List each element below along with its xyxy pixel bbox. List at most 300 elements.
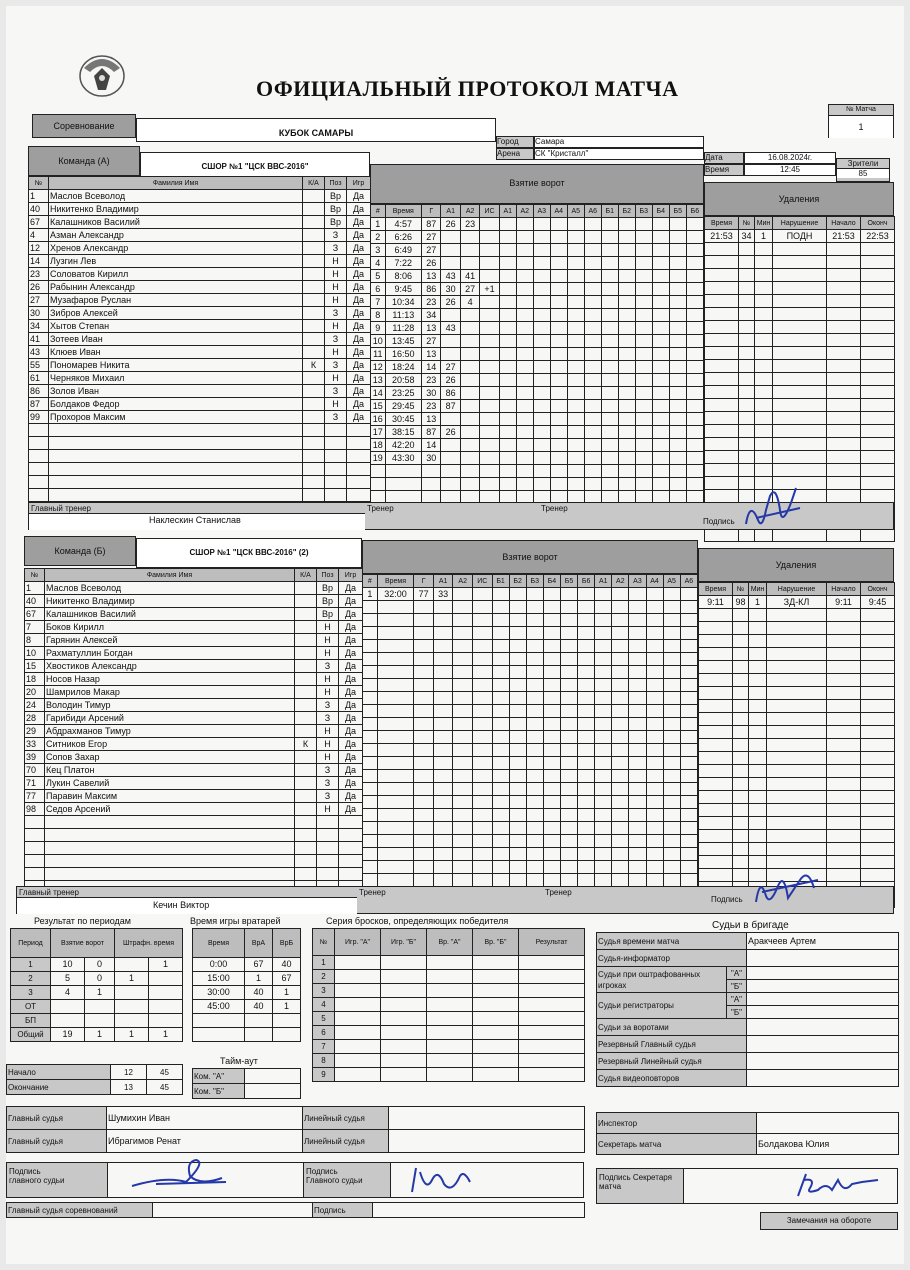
empty-cell: [595, 809, 612, 822]
onice-cell: [669, 400, 686, 413]
team-b-penalties: [698, 582, 895, 908]
player-number: 39: [25, 751, 45, 764]
onice-cell: [669, 387, 686, 400]
empty-cell: [371, 478, 386, 491]
onice-cell: [618, 218, 635, 231]
empty-cell: [29, 437, 49, 450]
player-name: Рабынин Александр: [49, 281, 303, 294]
empty-cell: [699, 830, 733, 843]
goal-row: [363, 770, 698, 783]
brigade-name: [747, 1036, 899, 1053]
roster-row: [25, 725, 363, 738]
empty-cell: [519, 998, 585, 1012]
onice-cell: [533, 361, 550, 374]
goal-g: 13: [422, 348, 441, 361]
empty-cell: [861, 869, 895, 882]
empty-cell: [363, 848, 378, 861]
player-name: Ситников Егор: [45, 738, 295, 751]
start-h: 12: [111, 1065, 147, 1080]
player-number: 10: [25, 647, 45, 660]
empty-cell: [612, 861, 629, 874]
goal-col-header: А6: [680, 575, 697, 588]
sign-sec-label-box: [597, 1169, 684, 1203]
onice-cell: [618, 348, 635, 361]
empty-cell: [414, 666, 434, 679]
empty-cell: [347, 476, 371, 489]
period-row: [11, 986, 183, 1000]
onice-cell: [686, 452, 703, 465]
player-play: Да: [347, 281, 371, 294]
player-name: Прохоров Максим: [49, 411, 303, 424]
empty-cell: [560, 861, 577, 874]
empty-cell: [509, 744, 526, 757]
empty-cell: [595, 692, 612, 705]
player-pos: З: [325, 242, 347, 255]
onice-cell: [669, 361, 686, 374]
penalty-row: [699, 635, 895, 648]
empty-cell: [472, 718, 492, 731]
empty-cell: [347, 489, 371, 502]
line-ref-label: Линейный судья: [303, 1107, 389, 1130]
empty-cell: [363, 640, 378, 653]
onice-cell: [618, 335, 635, 348]
empty-cell: [827, 490, 861, 503]
empty-cell: [509, 861, 526, 874]
empty-cell: [433, 692, 453, 705]
onice-cell: [550, 439, 567, 452]
roster-row: [29, 255, 371, 268]
empty-cell: [377, 666, 414, 679]
player-ka: К: [303, 359, 325, 372]
goal-t: 6:26: [385, 231, 421, 244]
empty-cell: [827, 687, 861, 700]
roster-header: [29, 177, 371, 190]
player-name: Соловатов Кирилл: [49, 268, 303, 281]
chief-sign-value: [373, 1203, 585, 1218]
arena-label: Арена: [497, 149, 521, 158]
onice-cell: [686, 283, 703, 296]
goal-is: +1: [480, 283, 499, 296]
player-number: 24: [25, 699, 45, 712]
empty-cell: [699, 609, 733, 622]
empty-cell: [618, 478, 635, 491]
goal-is: [480, 439, 499, 452]
empty-cell: [381, 984, 427, 998]
player-pos: Н: [317, 751, 339, 764]
empty-cell: [526, 653, 543, 666]
player-play: Да: [339, 686, 363, 699]
player-ka: [295, 803, 317, 816]
player-play: Да: [339, 725, 363, 738]
empty-cell: [492, 796, 509, 809]
period-name: 2: [11, 972, 51, 986]
player-play: Да: [339, 582, 363, 595]
empty-cell: [550, 478, 567, 491]
pen-end: 9:45: [861, 596, 895, 609]
onice-cell: [584, 322, 601, 335]
team-a-goals-header: [370, 164, 704, 204]
empty-cell: [861, 700, 895, 713]
empty-cell: [543, 731, 560, 744]
spectators-box: [836, 158, 890, 182]
empty-cell: [861, 687, 895, 700]
empty-cell: [578, 835, 595, 848]
goal-col-header: А1: [595, 575, 612, 588]
goal-col-header: А4: [646, 575, 663, 588]
empty-cell: [773, 412, 827, 425]
empty-cell: [733, 830, 749, 843]
brigade-name: [747, 950, 899, 967]
goal-a1: [441, 439, 460, 452]
goal-g: 13: [422, 322, 441, 335]
empty-cell: [427, 998, 473, 1012]
player-pos: Н: [325, 320, 347, 333]
empty-cell: [492, 822, 509, 835]
empty-cell: [473, 1012, 519, 1026]
onice-cell: [533, 348, 550, 361]
trainer2-label: Тренер: [541, 504, 568, 513]
empty-cell: [749, 765, 767, 778]
empty-cell: [827, 282, 861, 295]
onice-cell: [584, 348, 601, 361]
empty-cell: [861, 856, 895, 869]
empty-cell: [492, 666, 509, 679]
empty-cell: [578, 770, 595, 783]
empty-cell: [377, 874, 414, 887]
onice-cell: [601, 361, 618, 374]
onice-cell: [533, 452, 550, 465]
empty-cell: [473, 1026, 519, 1040]
empty-cell: [680, 653, 697, 666]
onice-cell: [652, 400, 669, 413]
empty-cell: [749, 739, 767, 752]
onice-cell: [601, 270, 618, 283]
empty-cell: [663, 666, 680, 679]
empty-cell: [595, 653, 612, 666]
brigade-row: [597, 1070, 899, 1087]
empty-cell: [595, 874, 612, 887]
empty-cell: [578, 627, 595, 640]
empty-cell: [414, 770, 434, 783]
empty-cell: [827, 412, 861, 425]
empty-cell: [733, 778, 749, 791]
period-row: [11, 1000, 183, 1014]
empty-cell: [699, 674, 733, 687]
player-play: Да: [339, 595, 363, 608]
player-number: 33: [25, 738, 45, 751]
gk-b: 1: [273, 986, 301, 1000]
player-pos: Н: [317, 738, 339, 751]
empty-cell: [733, 843, 749, 856]
empty-cell: [45, 842, 295, 855]
empty-cell: [629, 744, 646, 757]
roster-row: [25, 829, 363, 842]
empty-cell: [25, 868, 45, 881]
empty-cell: [492, 692, 509, 705]
empty-cell: [433, 627, 453, 640]
empty-cell: [861, 282, 895, 295]
empty-cell: [663, 744, 680, 757]
onice-cell: [618, 413, 635, 426]
gk-row: [193, 1000, 301, 1014]
onice-cell: [669, 296, 686, 309]
player-number: 77: [25, 790, 45, 803]
timeout-a-value: [245, 1069, 301, 1084]
onice-cell: [499, 322, 516, 335]
empty-cell: [601, 478, 618, 491]
player-ka: [303, 398, 325, 411]
empty-cell: [705, 256, 739, 269]
goal-row: [363, 666, 698, 679]
onice-cell: [652, 270, 669, 283]
onice-cell: [550, 335, 567, 348]
player-pos: Н: [317, 673, 339, 686]
onice-cell: [652, 348, 669, 361]
onice-cell: [550, 361, 567, 374]
empty-cell: [381, 1054, 427, 1068]
empty-cell: [733, 765, 749, 778]
onice-cell: [669, 426, 686, 439]
empty-cell: [578, 757, 595, 770]
goal-col-header: А2: [516, 205, 533, 218]
goal-row: [363, 731, 698, 744]
onice-cell: [567, 413, 584, 426]
empty-cell: [49, 424, 303, 437]
empty-cell: [646, 848, 663, 861]
brigade-role: Судья времени матча: [597, 933, 747, 950]
empty-cell: [646, 627, 663, 640]
empty-cell: [680, 809, 697, 822]
empty-cell: [663, 874, 680, 887]
empty-cell: [377, 744, 414, 757]
onice-cell: [635, 348, 652, 361]
onice-cell: [516, 218, 533, 231]
empty-cell: [578, 783, 595, 796]
empty-cell: [363, 601, 378, 614]
onice-cell: [550, 296, 567, 309]
player-ka: [295, 790, 317, 803]
empty-cell: [472, 835, 492, 848]
match-no-value: 1: [829, 116, 893, 138]
player-ka: [295, 582, 317, 595]
onice-cell: [550, 322, 567, 335]
onice-cell: [533, 322, 550, 335]
period-goals-a: 5: [51, 972, 85, 986]
brigade-name: [747, 993, 899, 1006]
goal-t: 13:45: [385, 335, 421, 348]
roster-row: [25, 751, 363, 764]
empty-cell: [414, 848, 434, 861]
player-number: 12: [29, 242, 49, 255]
onice-cell: [584, 296, 601, 309]
end-h: 13: [111, 1080, 147, 1095]
onice-cell: [516, 361, 533, 374]
empty-cell: [453, 627, 473, 640]
onice-cell: [499, 452, 516, 465]
empty-cell: [414, 614, 434, 627]
empty-cell: [705, 243, 739, 256]
empty-cell: [699, 726, 733, 739]
empty-cell: [646, 653, 663, 666]
onice-cell: [601, 348, 618, 361]
empty-cell: [755, 438, 773, 451]
goal-n: 19: [371, 452, 386, 465]
empty-cell: [652, 465, 669, 478]
gk-time: 0:00: [193, 958, 245, 972]
empty-cell: [371, 465, 386, 478]
onice-cell: [669, 374, 686, 387]
empty-cell: [526, 614, 543, 627]
empty-cell: [827, 529, 861, 542]
goals-label: Взятие ворот: [502, 552, 558, 562]
goal-row: [363, 627, 698, 640]
empty-cell: [646, 809, 663, 822]
goal-t: 11:28: [385, 322, 421, 335]
player-name: Калашников Василий: [49, 216, 303, 229]
empty-cell: [543, 809, 560, 822]
penalty-row: [699, 661, 895, 674]
empty-cell: [433, 718, 453, 731]
empty-cell: [453, 731, 473, 744]
empty-cell: [492, 809, 509, 822]
onice-cell: [584, 387, 601, 400]
empty-cell: [492, 835, 509, 848]
player-ka: [303, 242, 325, 255]
shootout-num: 6: [313, 1026, 335, 1040]
shootout-num: 2: [313, 970, 335, 984]
empty-cell: [29, 424, 49, 437]
penalty-row: [705, 321, 895, 334]
empty-cell: [699, 661, 733, 674]
goal-row: [371, 400, 704, 413]
goal-a1: [441, 244, 460, 257]
empty-cell: [335, 970, 381, 984]
empty-cell: [767, 752, 827, 765]
goal-a1: 26: [441, 218, 460, 231]
goal-a2: [460, 335, 479, 348]
goal-a2: [460, 400, 479, 413]
onice-cell: [601, 374, 618, 387]
empty-cell: [767, 648, 827, 661]
empty-cell: [472, 653, 492, 666]
goal-row: [371, 322, 704, 335]
empty-cell: [595, 718, 612, 731]
onice-cell: [499, 400, 516, 413]
goal-row: [371, 361, 704, 374]
empty-cell: [773, 295, 827, 308]
empty-cell: [646, 679, 663, 692]
empty-cell: [705, 295, 739, 308]
empty-cell: [377, 614, 414, 627]
shootout-row: [313, 1068, 585, 1082]
onice-cell: [669, 283, 686, 296]
onice-cell: [567, 218, 584, 231]
shootout-row: [313, 1026, 585, 1040]
onice-cell: [595, 588, 612, 601]
empty-cell: [509, 692, 526, 705]
empty-cell: [663, 757, 680, 770]
empty-cell: [339, 855, 363, 868]
goal-a1: 87: [441, 400, 460, 413]
empty-cell: [453, 874, 473, 887]
player-pos: Н: [317, 725, 339, 738]
roster-row: [25, 842, 363, 855]
empty-cell: [827, 635, 861, 648]
empty-cell: [739, 438, 755, 451]
onice-cell: [686, 335, 703, 348]
onice-cell: [499, 270, 516, 283]
empty-cell: [646, 601, 663, 614]
goal-is: [480, 322, 499, 335]
empty-cell: [827, 243, 861, 256]
period-name: 1: [11, 958, 51, 972]
empty-cell: [550, 465, 567, 478]
onice-cell: [550, 218, 567, 231]
empty-cell: [827, 869, 861, 882]
empty-cell: [699, 713, 733, 726]
onice-cell: [516, 231, 533, 244]
player-number: 67: [25, 608, 45, 621]
player-pos: Н: [325, 294, 347, 307]
empty-cell: [739, 425, 755, 438]
empty-cell: [680, 874, 697, 887]
empty-cell: [453, 757, 473, 770]
onice-cell: [550, 231, 567, 244]
empty-cell: [519, 956, 585, 970]
team-a-label: Команда (А): [58, 156, 110, 166]
empty-cell: [414, 653, 434, 666]
goal-col-header: А6: [584, 205, 601, 218]
empty-cell: [612, 796, 629, 809]
goal-t: 43:30: [385, 452, 421, 465]
empty-cell: [578, 601, 595, 614]
empty-cell: [733, 752, 749, 765]
empty-cell: [827, 438, 861, 451]
col-no: №: [29, 177, 49, 190]
empty-cell: [699, 635, 733, 648]
onice-cell: [635, 231, 652, 244]
empty-cell: [509, 627, 526, 640]
roster-row: [25, 595, 363, 608]
empty-cell: [526, 874, 543, 887]
goal-a1: 43: [441, 322, 460, 335]
empty-cell: [526, 692, 543, 705]
player-name: Золов Иван: [49, 385, 303, 398]
line-ref-1: [389, 1107, 585, 1130]
onice-cell: [635, 218, 652, 231]
period-goals-b: 1: [85, 1028, 115, 1042]
penalty-row: [699, 700, 895, 713]
goal-col-header: Б3: [526, 575, 543, 588]
goal-n: 13: [371, 374, 386, 387]
col-goals: Взятие ворот: [51, 929, 115, 958]
goal-col-header: Б2: [618, 205, 635, 218]
player-name: Маслов Всеволод: [45, 582, 295, 595]
player-name: Гарибиди Арсений: [45, 712, 295, 725]
onice-cell: [533, 426, 550, 439]
player-ka: К: [295, 738, 317, 751]
empty-cell: [325, 424, 347, 437]
empty-cell: [773, 282, 827, 295]
player-number: 40: [29, 203, 49, 216]
empty-cell: [526, 809, 543, 822]
period-goals-b: 1: [85, 986, 115, 1000]
empty-cell: [680, 770, 697, 783]
empty-cell: [363, 822, 378, 835]
empty-cell: [612, 705, 629, 718]
empty-cell: [646, 731, 663, 744]
goal-is: [480, 257, 499, 270]
